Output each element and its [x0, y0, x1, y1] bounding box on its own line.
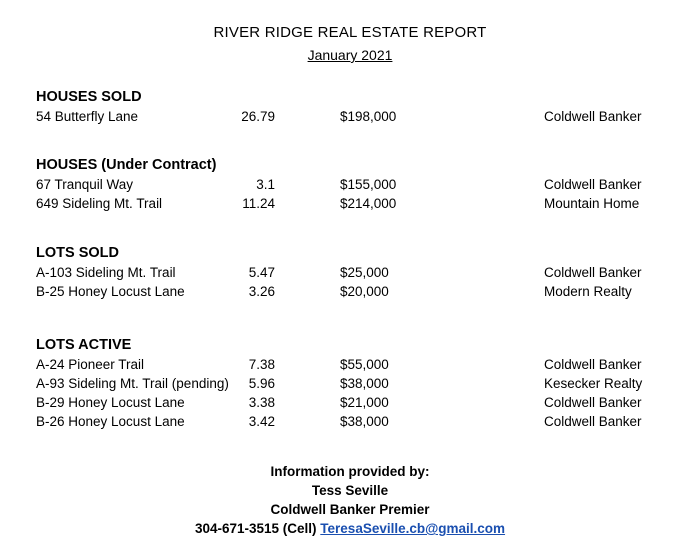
provided-by-label: Information provided by: — [270, 464, 430, 479]
section-heading: LOTS ACTIVE — [36, 337, 132, 353]
listing-agent: Coldwell Banker — [544, 265, 642, 280]
section-heading: LOTS SOLD — [36, 245, 119, 261]
listing-agent: Modern Realty — [544, 284, 632, 299]
listing-row — [36, 355, 676, 374]
listing-row — [36, 263, 676, 282]
listing-acres: 3.42 — [248, 414, 275, 429]
listing-acres: 3.26 — [248, 284, 275, 299]
listing-acres: 7.38 — [248, 357, 275, 372]
agent-email-link[interactable]: TeresaSeville.cb@gmail.com — [320, 521, 506, 536]
listing-address: B-25 Honey Locust Lane — [36, 284, 185, 299]
listing-acres: 5.96 — [248, 376, 275, 391]
section-houses-sold — [36, 87, 676, 126]
listing-price: $198,000 — [340, 109, 397, 124]
listing-row — [36, 107, 676, 126]
listing-address: A-93 Sideling Mt. Trail (pending) — [36, 376, 229, 391]
listing-price: $214,000 — [340, 196, 397, 211]
listing-price: $25,000 — [340, 265, 389, 280]
listing-acres: 3.1 — [256, 177, 275, 192]
listing-acres: 11.24 — [242, 196, 275, 211]
listing-row — [36, 194, 676, 213]
report-period — [0, 47, 700, 63]
listing-address: A-24 Pioneer Trail — [36, 357, 145, 372]
listing-agent: Coldwell Banker — [544, 395, 642, 410]
section-heading: HOUSES SOLD — [36, 89, 142, 105]
report-period-text: January 2021 — [307, 47, 393, 63]
listing-acres: 26.79 — [241, 109, 275, 124]
listing-row — [36, 282, 676, 301]
listing-price: $38,000 — [340, 376, 389, 391]
listing-row — [36, 393, 676, 412]
listing-agent: Mountain Home — [544, 196, 640, 211]
report-title: RIVER RIDGE REAL ESTATE REPORT — [213, 24, 487, 41]
contact-line — [0, 519, 700, 538]
agent-company: Coldwell Banker Premier — [270, 502, 430, 517]
listing-acres: 5.47 — [248, 265, 275, 280]
section-heading: HOUSES (Under Contract) — [36, 157, 217, 173]
listing-agent: Coldwell Banker — [544, 357, 642, 372]
listing-agent: Coldwell Banker — [544, 414, 642, 429]
listing-address: 54 Butterfly Lane — [36, 109, 139, 124]
listing-agent: Coldwell Banker — [544, 177, 642, 192]
listing-row — [36, 175, 676, 194]
listing-agent: Kesecker Realty — [544, 376, 643, 391]
listing-agent: Coldwell Banker — [544, 109, 642, 124]
contact-footer — [0, 462, 700, 538]
listing-price: $155,000 — [340, 177, 397, 192]
listing-address: B-29 Honey Locust Lane — [36, 395, 185, 410]
listing-price: $38,000 — [340, 414, 389, 429]
listing-price: $55,000 — [340, 357, 389, 372]
listing-price: $21,000 — [340, 395, 389, 410]
listing-acres: 3.38 — [248, 395, 275, 410]
section-lots-active — [36, 335, 676, 431]
listing-address: 67 Tranquil Way — [36, 177, 134, 192]
agent-name: Tess Seville — [311, 483, 389, 498]
listing-address: A-103 Sideling Mt. Trail — [36, 265, 176, 280]
listing-row — [36, 374, 676, 393]
listing-row — [36, 412, 676, 431]
listing-address: 649 Sideling Mt. Trail — [36, 196, 163, 211]
agent-phone: 304-671-3515 (Cell) — [194, 521, 317, 536]
listing-address: B-26 Honey Locust Lane — [36, 414, 185, 429]
listing-price: $20,000 — [340, 284, 389, 299]
section-houses-under-contract — [36, 155, 676, 213]
section-lots-sold — [36, 243, 676, 301]
